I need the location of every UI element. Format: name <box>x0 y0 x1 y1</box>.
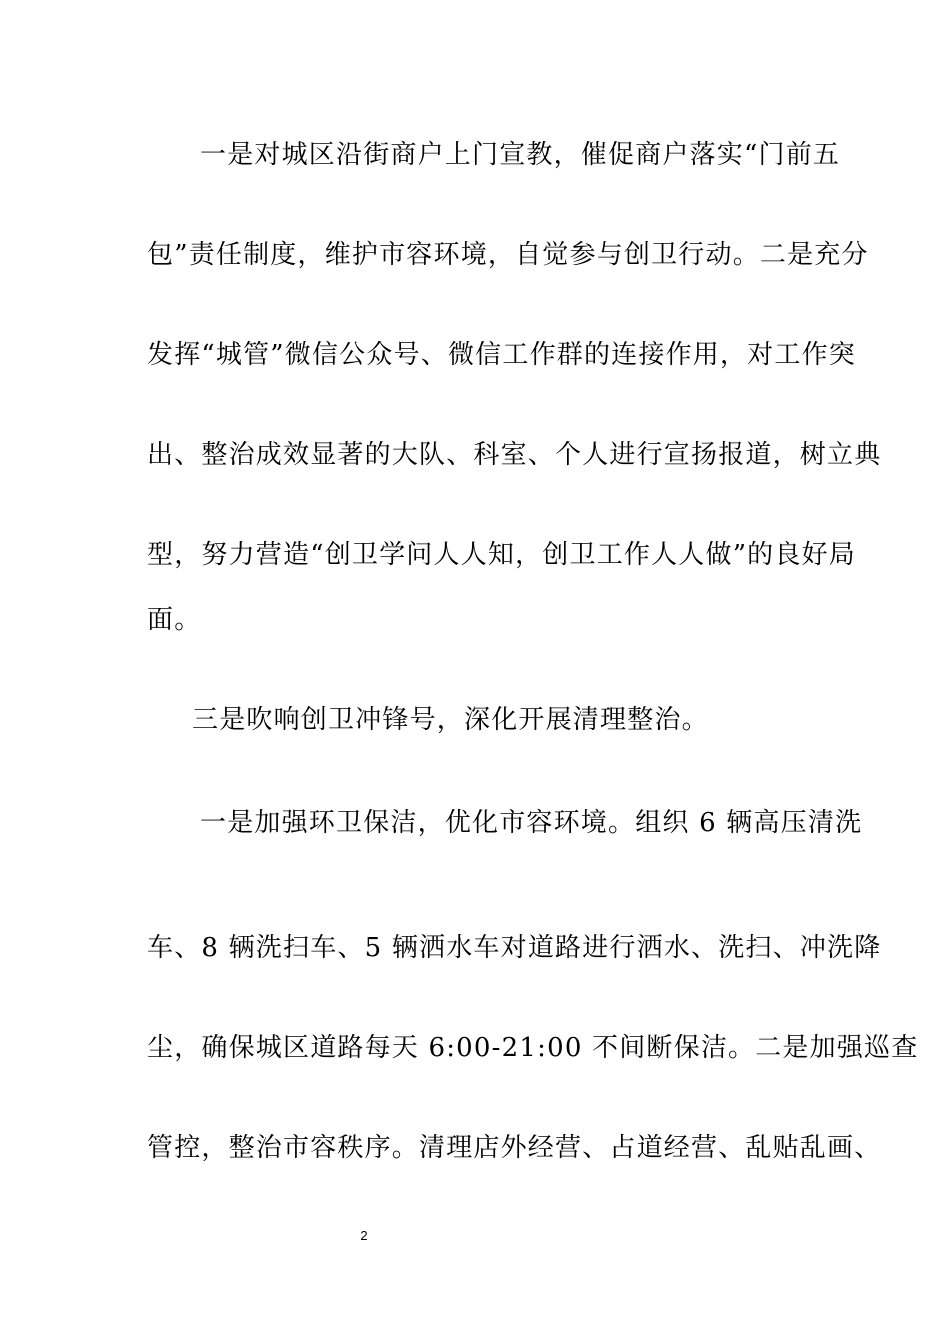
paragraph-line: 包”责任制度，维护市容环境，自觉参与创卫行动。二是充分 <box>147 240 869 270</box>
paragraph-line: 发挥“城管”微信公众号、微信工作群的连接作用，对工作突 <box>147 340 856 370</box>
paragraph-line: 一是对城区沿街商户上门宣教，催促商户落实“门前五 <box>200 140 841 170</box>
paragraph-line: 管控，整治市容秩序。清理店外经营、占道经营、乱贴乱画、 <box>147 1133 882 1163</box>
page-number: 2 <box>360 1228 368 1243</box>
paragraph-line: 面。 <box>147 605 202 635</box>
paragraph-line: 出、整治成效显著的大队、科室、个人进行宣扬报道，树立典 <box>147 440 882 470</box>
paragraph-line: 一是加强环卫保洁，优化市容环境。组织 6 辆高压清洗 <box>200 808 863 838</box>
section-heading: 三是吹响创卫冲锋号，深化开展清理整治。 <box>192 705 709 735</box>
paragraph-line: 车、8 辆洗扫车、5 辆洒水车对道路进行洒水、洗扫、冲洗降 <box>147 933 882 963</box>
paragraph-line: 尘，确保城区道路每天 6:00-21:00 不间断保洁。二是加强巡查 <box>147 1033 919 1063</box>
paragraph-line: 型，努力营造“创卫学问人人知，创卫工作人人做”的良好局 <box>147 540 856 570</box>
